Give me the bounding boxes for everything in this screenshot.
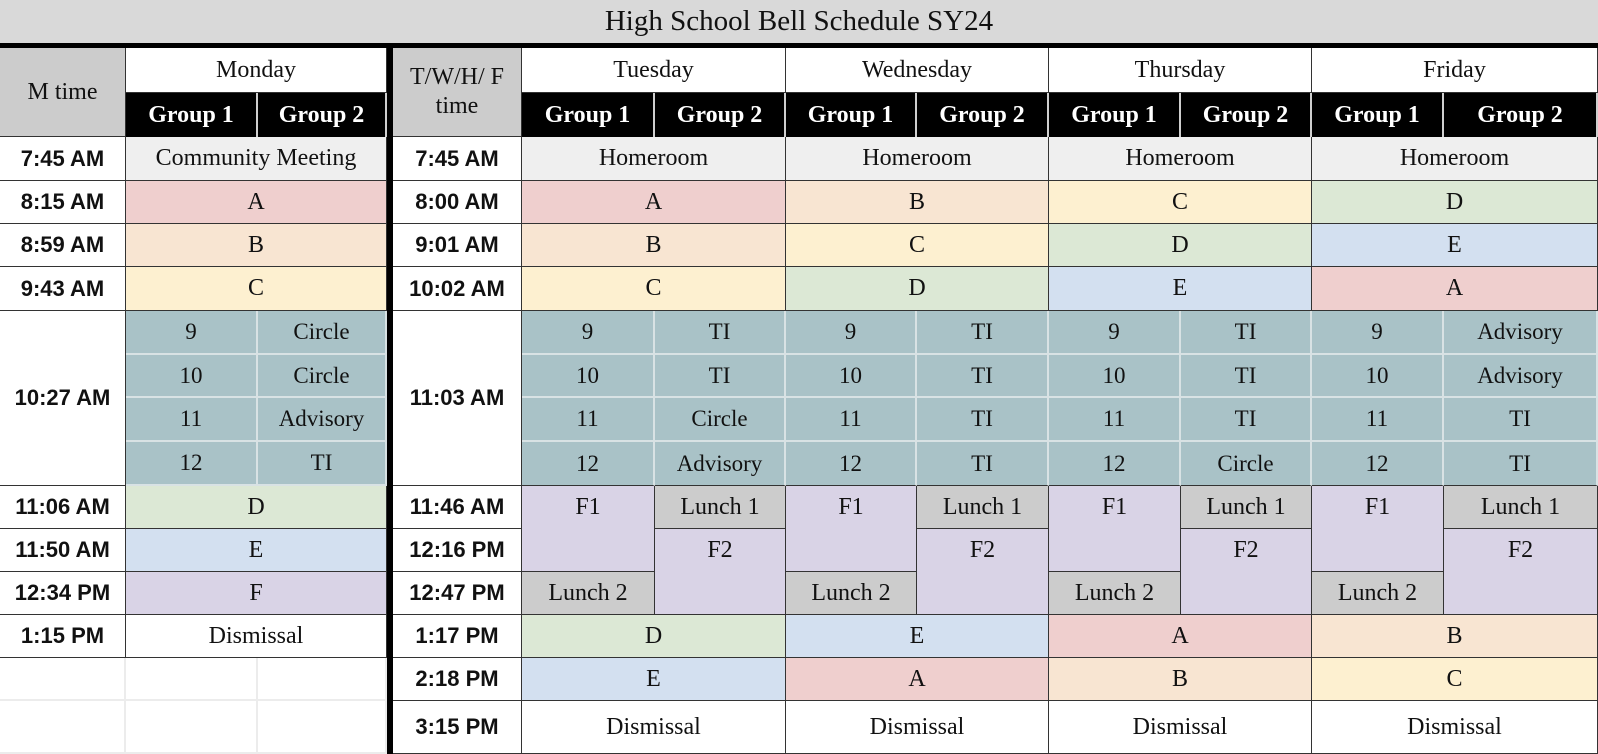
advisory-grade-cell: 10 [126, 355, 258, 398]
monday-time-cell: 8:59 AM [0, 224, 126, 267]
empty-cell [0, 701, 126, 754]
monday-block-cell: F [126, 572, 387, 615]
period-cell: A [1312, 267, 1598, 311]
monday-block-cell: Dismissal [126, 615, 387, 658]
advisory-grade-cell: 10 [1049, 355, 1181, 398]
advisory-activity-cell: TI [917, 311, 1049, 355]
lunch1-cell: Lunch 1 [1181, 486, 1312, 529]
advisory-grade-cell: 10 [522, 355, 655, 398]
group2-header: Group 2 [1181, 93, 1312, 137]
f1-label: F1 [838, 494, 864, 520]
advisory-activity-cell: Advisory [1444, 355, 1598, 398]
monday-time-cell: 11:50 AM [0, 529, 126, 572]
day-header-tuesday: Tuesday [522, 48, 786, 93]
period-cell: D [522, 615, 786, 658]
advisory-grade-cell: 11 [126, 398, 258, 442]
period-cell: A [1049, 615, 1312, 658]
period-cell: B [522, 224, 786, 267]
period-cell: C [1049, 181, 1312, 224]
period-cell: E [522, 658, 786, 701]
lunch2-cell: Lunch 2 [1312, 572, 1444, 615]
group2-header: Group 2 [1444, 93, 1598, 137]
advisory-activity-cell: TI [258, 442, 387, 486]
section-divider [387, 43, 393, 754]
twhf-time-cell: 12:16 PM [393, 529, 522, 572]
dismissal-cell: Dismissal [522, 701, 786, 754]
period-cell: D [786, 267, 1049, 311]
twhf-time-cell: 9:01 AM [393, 224, 522, 267]
twhf-time-cell: 1:17 PM [393, 615, 522, 658]
lunch1-cell: Lunch 1 [655, 486, 786, 529]
period-cell: A [786, 658, 1049, 701]
homeroom-cell: Homeroom [522, 137, 786, 181]
monday-time-cell: 11:06 AM [0, 486, 126, 529]
twhf-time-cell: 12:47 PM [393, 572, 522, 615]
day-header-wednesday: Wednesday [786, 48, 1049, 93]
f2-label: F2 [969, 537, 996, 563]
f2-period-cell [1181, 529, 1312, 615]
monday-block-cell: D [126, 486, 387, 529]
advisory-grade-cell: 9 [786, 311, 917, 355]
advisory-grade-cell: 9 [126, 311, 258, 355]
period-cell: E [786, 615, 1049, 658]
twhf-time-cell: 11:03 AM [393, 311, 522, 486]
advisory-activity-cell: Advisory [258, 398, 387, 442]
period-cell: D [1312, 181, 1598, 224]
monday-block-cell: C [126, 267, 387, 311]
m-time-header: M time [0, 48, 126, 137]
period-cell: E [1049, 267, 1312, 311]
dismissal-cell: Dismissal [1312, 701, 1598, 754]
empty-cell [258, 658, 387, 701]
advisory-grade-cell: 11 [522, 398, 655, 442]
advisory-activity-cell: TI [917, 398, 1049, 442]
advisory-grade-cell: 9 [1312, 311, 1444, 355]
group1-header: Group 1 [1049, 93, 1181, 137]
period-cell: B [786, 181, 1049, 224]
advisory-grade-cell: 11 [1049, 398, 1181, 442]
twhf-time-cell: 8:00 AM [393, 181, 522, 224]
monday-block-cell: A [126, 181, 387, 224]
period-cell: C [522, 267, 786, 311]
twhf-time-cell: 10:02 AM [393, 267, 522, 311]
advisory-grade-cell: 10 [1312, 355, 1444, 398]
advisory-activity-cell: TI [917, 355, 1049, 398]
twhf-time-header: T/W/H/ F time [393, 48, 522, 137]
monday-group2-header: Group 2 [258, 93, 387, 137]
period-cell: C [786, 224, 1049, 267]
f2-label: F2 [707, 537, 733, 563]
f1-period-cell [1312, 486, 1444, 572]
advisory-activity-cell: TI [1181, 398, 1312, 442]
twhf-time-cell: 11:46 AM [393, 486, 522, 529]
f1-period-cell [522, 486, 655, 572]
period-cell: B [1312, 615, 1598, 658]
period-cell: C [1312, 658, 1598, 701]
monday-time-cell: 8:15 AM [0, 181, 126, 224]
twhf-time-cell: 7:45 AM [393, 137, 522, 181]
f2-period-cell [917, 529, 1049, 615]
f1-period-cell [786, 486, 917, 572]
advisory-grade-cell: 12 [522, 442, 655, 486]
f1-label: F1 [1101, 494, 1128, 520]
empty-cell [126, 701, 258, 754]
group1-header: Group 1 [1312, 93, 1444, 137]
group2-header: Group 2 [917, 93, 1049, 137]
monday-time-cell: 7:45 AM [0, 137, 126, 181]
monday-time-cell: 10:27 AM [0, 311, 126, 486]
f2-period-cell [655, 529, 786, 615]
advisory-grade-cell: 11 [786, 398, 917, 442]
monday-time-cell: 1:15 PM [0, 615, 126, 658]
lunch1-cell: Lunch 1 [917, 486, 1049, 529]
advisory-grade-cell: 12 [786, 442, 917, 486]
advisory-activity-cell: Circle [258, 311, 387, 355]
f2-period-cell [1444, 529, 1598, 615]
period-cell: D [1049, 224, 1312, 267]
advisory-activity-cell: TI [1181, 311, 1312, 355]
monday-block-cell: Community Meeting [126, 137, 387, 181]
f1-label: F1 [1364, 494, 1391, 520]
advisory-activity-cell: TI [1444, 442, 1598, 486]
day-header-thursday: Thursday [1049, 48, 1312, 93]
advisory-grade-cell: 9 [1049, 311, 1181, 355]
advisory-activity-cell: Circle [1181, 442, 1312, 486]
day-header-friday: Friday [1312, 48, 1598, 93]
homeroom-cell: Homeroom [1049, 137, 1312, 181]
homeroom-cell: Homeroom [786, 137, 1049, 181]
advisory-activity-cell: TI [655, 355, 786, 398]
group1-header: Group 1 [522, 93, 655, 137]
lunch2-cell: Lunch 2 [786, 572, 917, 615]
f2-label: F2 [1233, 537, 1259, 563]
page-title: High School Bell Schedule SY24 [0, 0, 1598, 44]
f1-label: F1 [575, 494, 601, 520]
monday-block-cell: B [126, 224, 387, 267]
dismissal-cell: Dismissal [786, 701, 1049, 754]
f2-label: F2 [1507, 537, 1534, 563]
advisory-grade-cell: 9 [522, 311, 655, 355]
advisory-grade-cell: 10 [786, 355, 917, 398]
monday-group1-header: Group 1 [126, 93, 258, 137]
period-cell: E [1312, 224, 1598, 267]
twhf-time-cell: 3:15 PM [393, 701, 522, 754]
advisory-activity-cell: Circle [655, 398, 786, 442]
monday-time-cell: 12:34 PM [0, 572, 126, 615]
group2-header: Group 2 [655, 93, 786, 137]
group1-header: Group 1 [786, 93, 917, 137]
advisory-activity-cell: TI [1444, 398, 1598, 442]
period-cell: A [522, 181, 786, 224]
lunch2-cell: Lunch 2 [1049, 572, 1181, 615]
period-cell: B [1049, 658, 1312, 701]
empty-cell [0, 658, 126, 701]
advisory-activity-cell: Advisory [1444, 311, 1598, 355]
empty-cell [258, 701, 387, 754]
empty-cell [126, 658, 258, 701]
monday-header: Monday [126, 48, 387, 93]
advisory-activity-cell: Advisory [655, 442, 786, 486]
lunch2-cell: Lunch 2 [522, 572, 655, 615]
advisory-grade-cell: 11 [1312, 398, 1444, 442]
lunch1-cell: Lunch 1 [1444, 486, 1598, 529]
advisory-grade-cell: 12 [126, 442, 258, 486]
homeroom-cell: Homeroom [1312, 137, 1598, 181]
dismissal-cell: Dismissal [1049, 701, 1312, 754]
advisory-grade-cell: 12 [1312, 442, 1444, 486]
advisory-activity-cell: TI [1181, 355, 1312, 398]
twhf-time-cell: 2:18 PM [393, 658, 522, 701]
advisory-activity-cell: Circle [258, 355, 387, 398]
monday-time-cell: 9:43 AM [0, 267, 126, 311]
advisory-activity-cell: TI [917, 442, 1049, 486]
monday-block-cell: E [126, 529, 387, 572]
advisory-grade-cell: 12 [1049, 442, 1181, 486]
f1-period-cell [1049, 486, 1181, 572]
advisory-activity-cell: TI [655, 311, 786, 355]
